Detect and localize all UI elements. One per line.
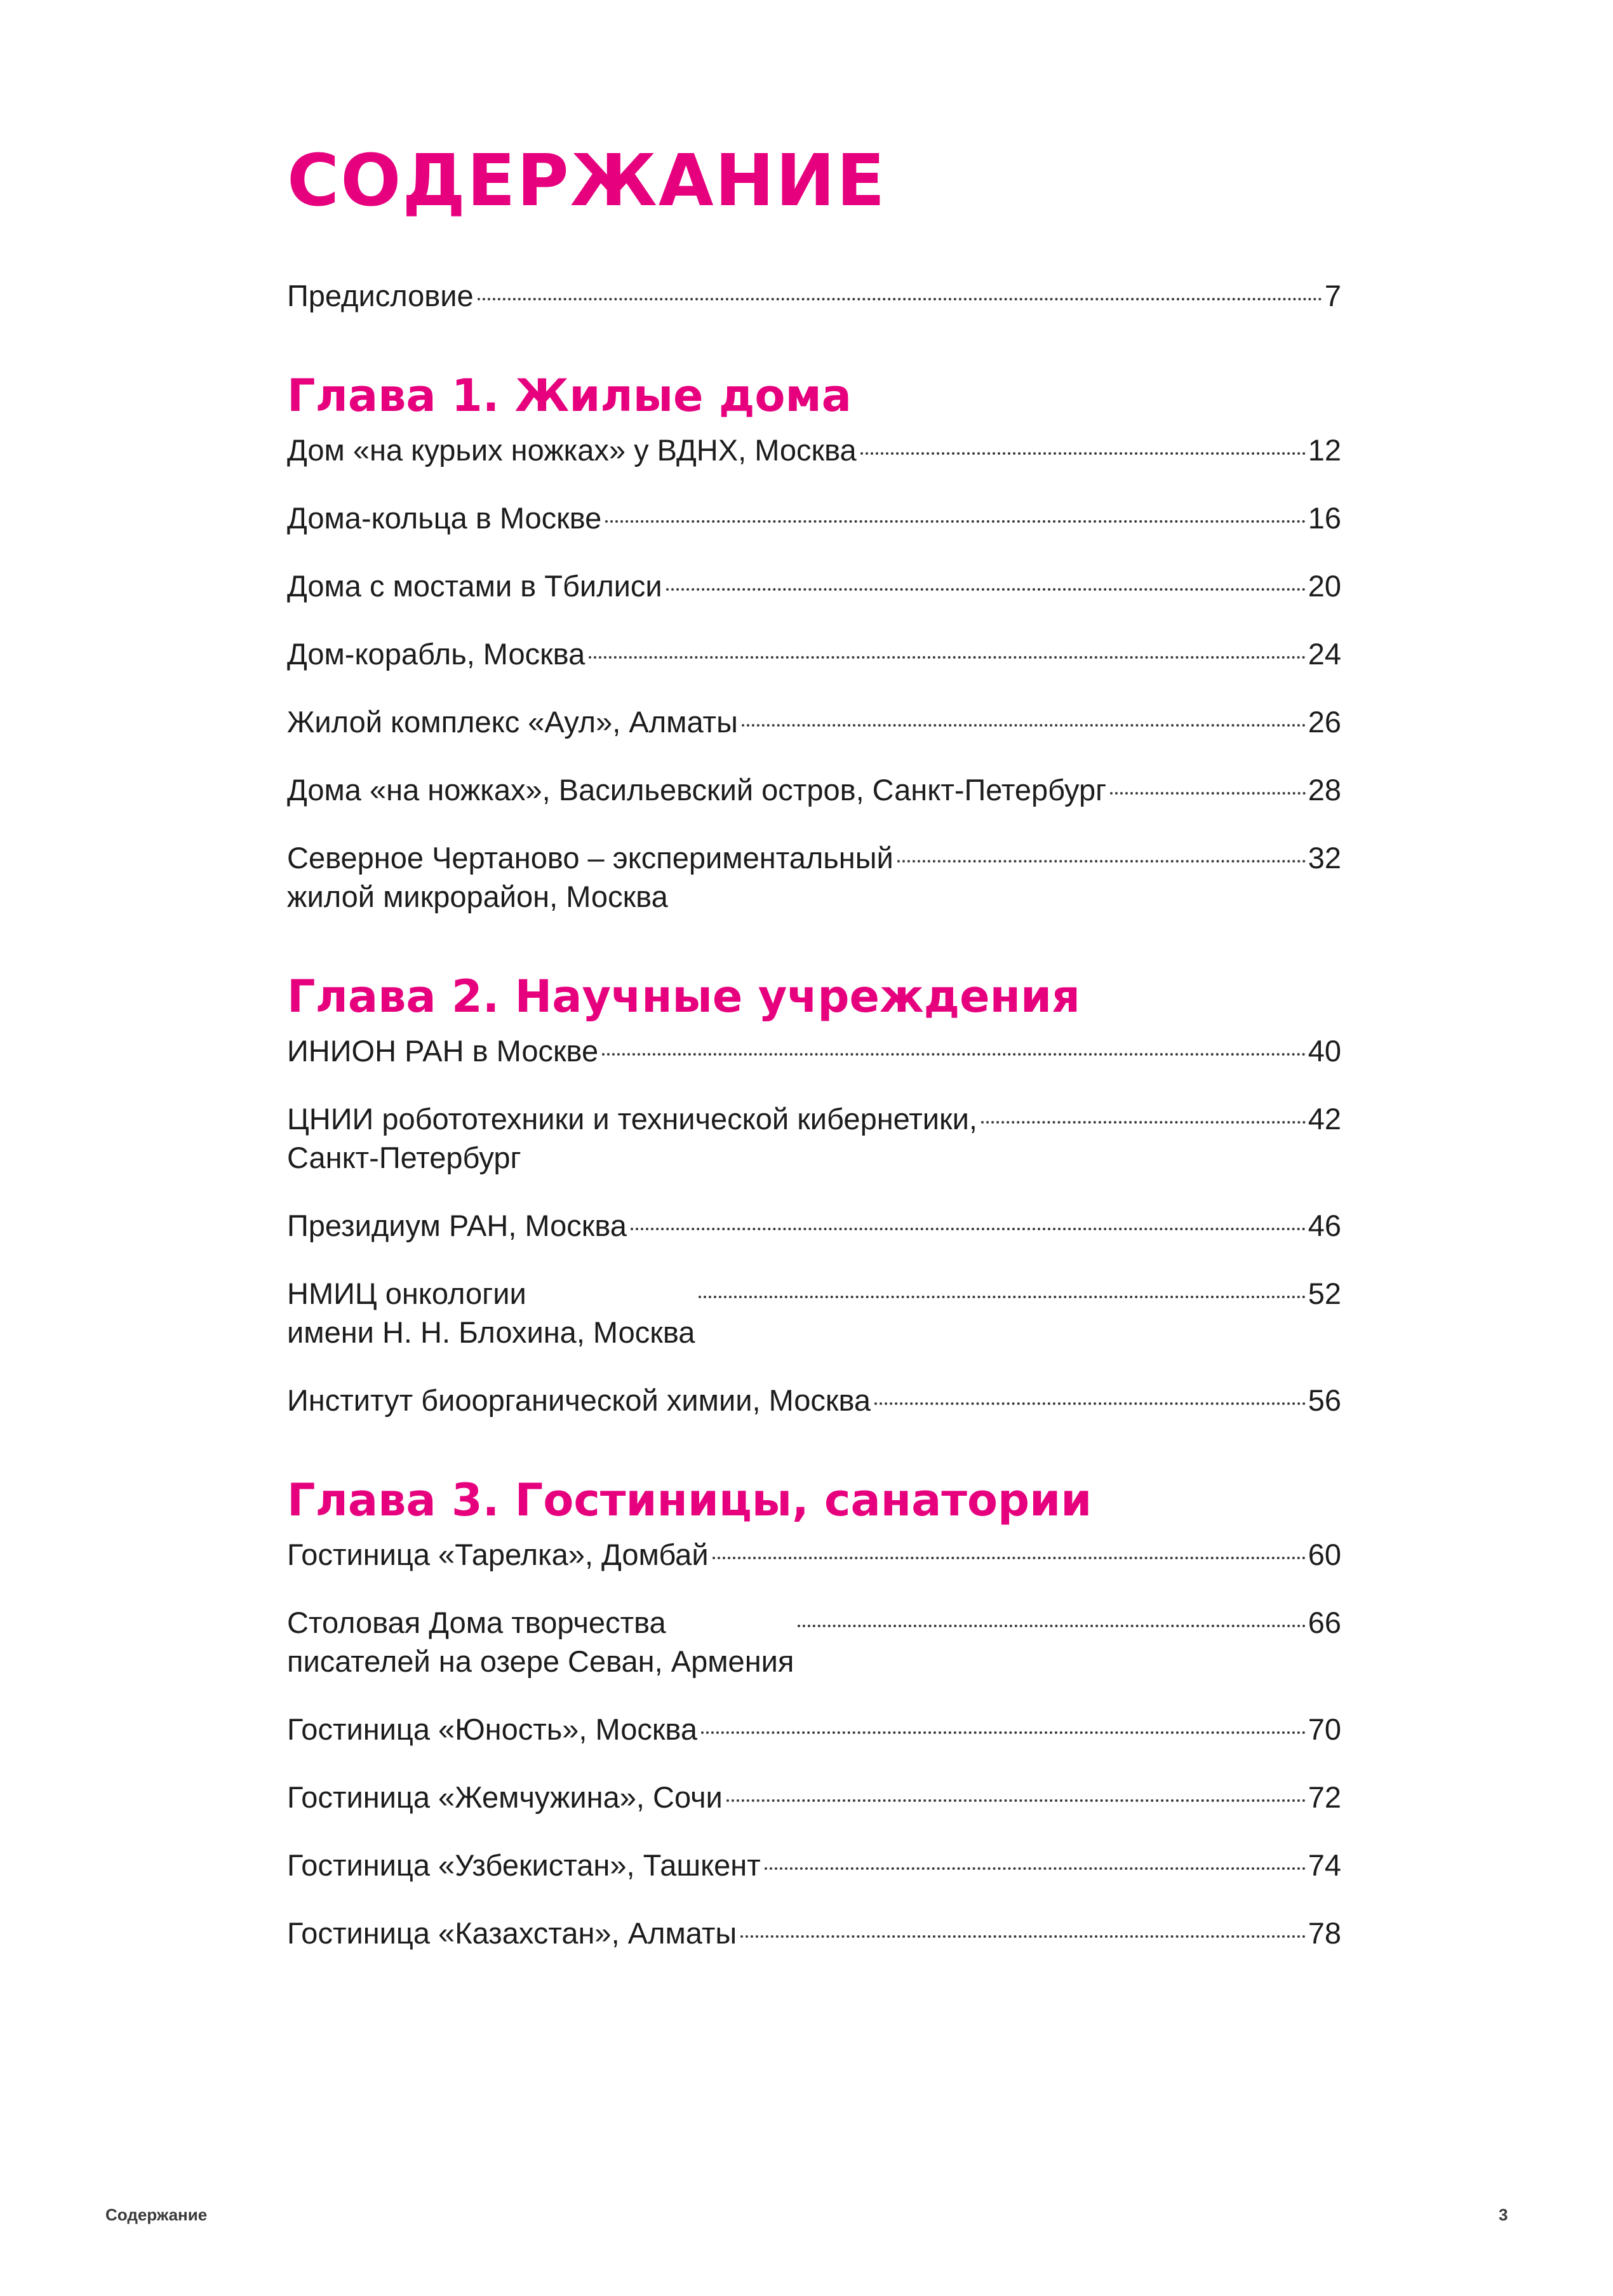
dot-leader: [897, 860, 1306, 863]
toc-entry-page: 74: [1308, 1848, 1341, 1882]
toc-entry-label: НМИЦ онкологии имени Н. Н. Блохина, Москва: [287, 1277, 695, 1349]
dot-leader: [981, 1121, 1306, 1124]
dot-leader: [602, 1053, 1306, 1056]
dot-leader: [589, 656, 1305, 659]
toc-entry-page: 26: [1308, 705, 1341, 739]
chapter-section: [287, 1472, 1341, 1952]
toc-entry-label: ИНИОН РАН в Москве: [287, 1034, 599, 1068]
toc-entry[interactable]: [287, 1846, 1341, 1884]
toc-entry[interactable]: [287, 1914, 1341, 1952]
toc-entry[interactable]: [287, 770, 1341, 809]
dot-leader: [478, 298, 1322, 300]
toc-entry-label: Столовая Дома творчества писателей на озере Севан, Армения: [287, 1606, 794, 1678]
toc-entry[interactable]: [287, 702, 1341, 741]
dot-leader: [1110, 792, 1305, 795]
footer-page-number: 3: [1499, 2205, 1508, 2224]
toc-entry-label: Жилой комплекс «Аул», Алматы: [287, 705, 738, 739]
toc-entry-page: 40: [1308, 1034, 1341, 1068]
chapter-title: Глава 1. Жилые дома: [287, 370, 852, 422]
toc-entry-label: Гостиница «Юность», Москва: [287, 1712, 697, 1746]
toc-entry[interactable]: [287, 1603, 1341, 1681]
toc-entry-page: 56: [1308, 1383, 1341, 1417]
dot-leader: [701, 1731, 1306, 1734]
toc-entry-label: Дома «на ножках», Васильевский остров, Санкт-Петербург: [287, 773, 1107, 807]
toc-entry[interactable]: [287, 1381, 1341, 1420]
chapter-section: [287, 367, 1341, 916]
toc-entry-label: Северное Чертаново – экспериментальный жилой микрорайон, Москва: [287, 841, 894, 913]
toc-entry-page: 42: [1308, 1102, 1341, 1136]
toc-entry-page: 32: [1308, 841, 1341, 875]
toc-entry-label: Институт биоорганической химии, Москва: [287, 1383, 871, 1417]
toc-entry-page: 70: [1308, 1712, 1341, 1746]
toc-entry[interactable]: [287, 1099, 1341, 1177]
toc-entry-page: 52: [1308, 1277, 1341, 1310]
toc-entry-page: 16: [1308, 501, 1341, 535]
dot-leader: [742, 724, 1306, 727]
toc-entry-label: Гостиница «Тарелка», Домбай: [287, 1538, 709, 1571]
toc-entry-page: 60: [1308, 1538, 1341, 1571]
toc-entry-label: Президиум РАН, Москва: [287, 1209, 627, 1242]
toc-entry-page: 28: [1308, 773, 1341, 807]
dot-leader: [605, 520, 1305, 523]
toc-entry[interactable]: [287, 634, 1341, 673]
dot-leader: [765, 1867, 1306, 1870]
dot-leader: [631, 1228, 1306, 1230]
dot-leader: [713, 1557, 1306, 1559]
toc-entry-page: 78: [1308, 1916, 1341, 1950]
chapter-list: [287, 367, 1341, 1952]
toc-entry[interactable]: [287, 1274, 1341, 1352]
toc-entry-label: Дом-корабль, Москва: [287, 637, 586, 671]
chapter-title: Глава 2. Научные учреждения: [287, 970, 1080, 1023]
toc-entry-page: 24: [1308, 637, 1341, 671]
toc-entry-page: 20: [1308, 569, 1341, 603]
toc-entry-label: Предисловие: [287, 279, 474, 312]
chapter-title: Глава 3. Гостиницы, санатории: [287, 1474, 1092, 1526]
toc-entry-label: Гостиница «Узбекистан», Ташкент: [287, 1848, 761, 1882]
toc-entry[interactable]: [287, 499, 1341, 537]
dot-leader: [860, 452, 1306, 455]
toc-entry[interactable]: [287, 1031, 1341, 1070]
toc-entry-page: 7: [1324, 279, 1341, 312]
toc-entry-page: 46: [1308, 1209, 1341, 1242]
toc-entry-page: 12: [1308, 433, 1341, 467]
chapter-section: [287, 968, 1341, 1420]
dot-leader: [740, 1935, 1306, 1938]
toc-entry-label: Гостиница «Жемчужина», Сочи: [287, 1780, 723, 1814]
table-of-contents: [287, 137, 1341, 1952]
toc-entry-page: 66: [1308, 1606, 1341, 1639]
toc-entry[interactable]: [287, 838, 1341, 916]
toc-entry-label: Гостиница «Казахстан», Алматы: [287, 1916, 737, 1950]
toc-entry-preface[interactable]: [287, 276, 1341, 315]
toc-entry[interactable]: [287, 1206, 1341, 1245]
dot-leader: [666, 588, 1306, 591]
page-title: СОДЕРЖАНИЕ: [287, 140, 887, 222]
toc-entry[interactable]: [287, 1778, 1341, 1816]
footer-section-title: Содержание: [105, 2205, 208, 2224]
toc-entry[interactable]: [287, 567, 1341, 605]
toc-entry-label: ЦНИИ робототехники и технической кибернетики, Санкт-Петербург: [287, 1102, 977, 1174]
toc-entry[interactable]: [287, 431, 1341, 469]
dot-leader: [726, 1799, 1306, 1802]
dot-leader: [874, 1402, 1306, 1405]
toc-entry-label: Дома с мостами в Тбилиси: [287, 569, 662, 603]
toc-entry[interactable]: [287, 1535, 1341, 1574]
dot-leader: [798, 1625, 1305, 1627]
toc-entry-page: 72: [1308, 1780, 1341, 1814]
toc-entry-label: Дома-кольца в Москве: [287, 501, 602, 535]
toc-entry-label: Дом «на курьих ножках» у ВДНХ, Москва: [287, 433, 857, 467]
dot-leader: [699, 1296, 1305, 1298]
toc-entry[interactable]: [287, 1710, 1341, 1749]
